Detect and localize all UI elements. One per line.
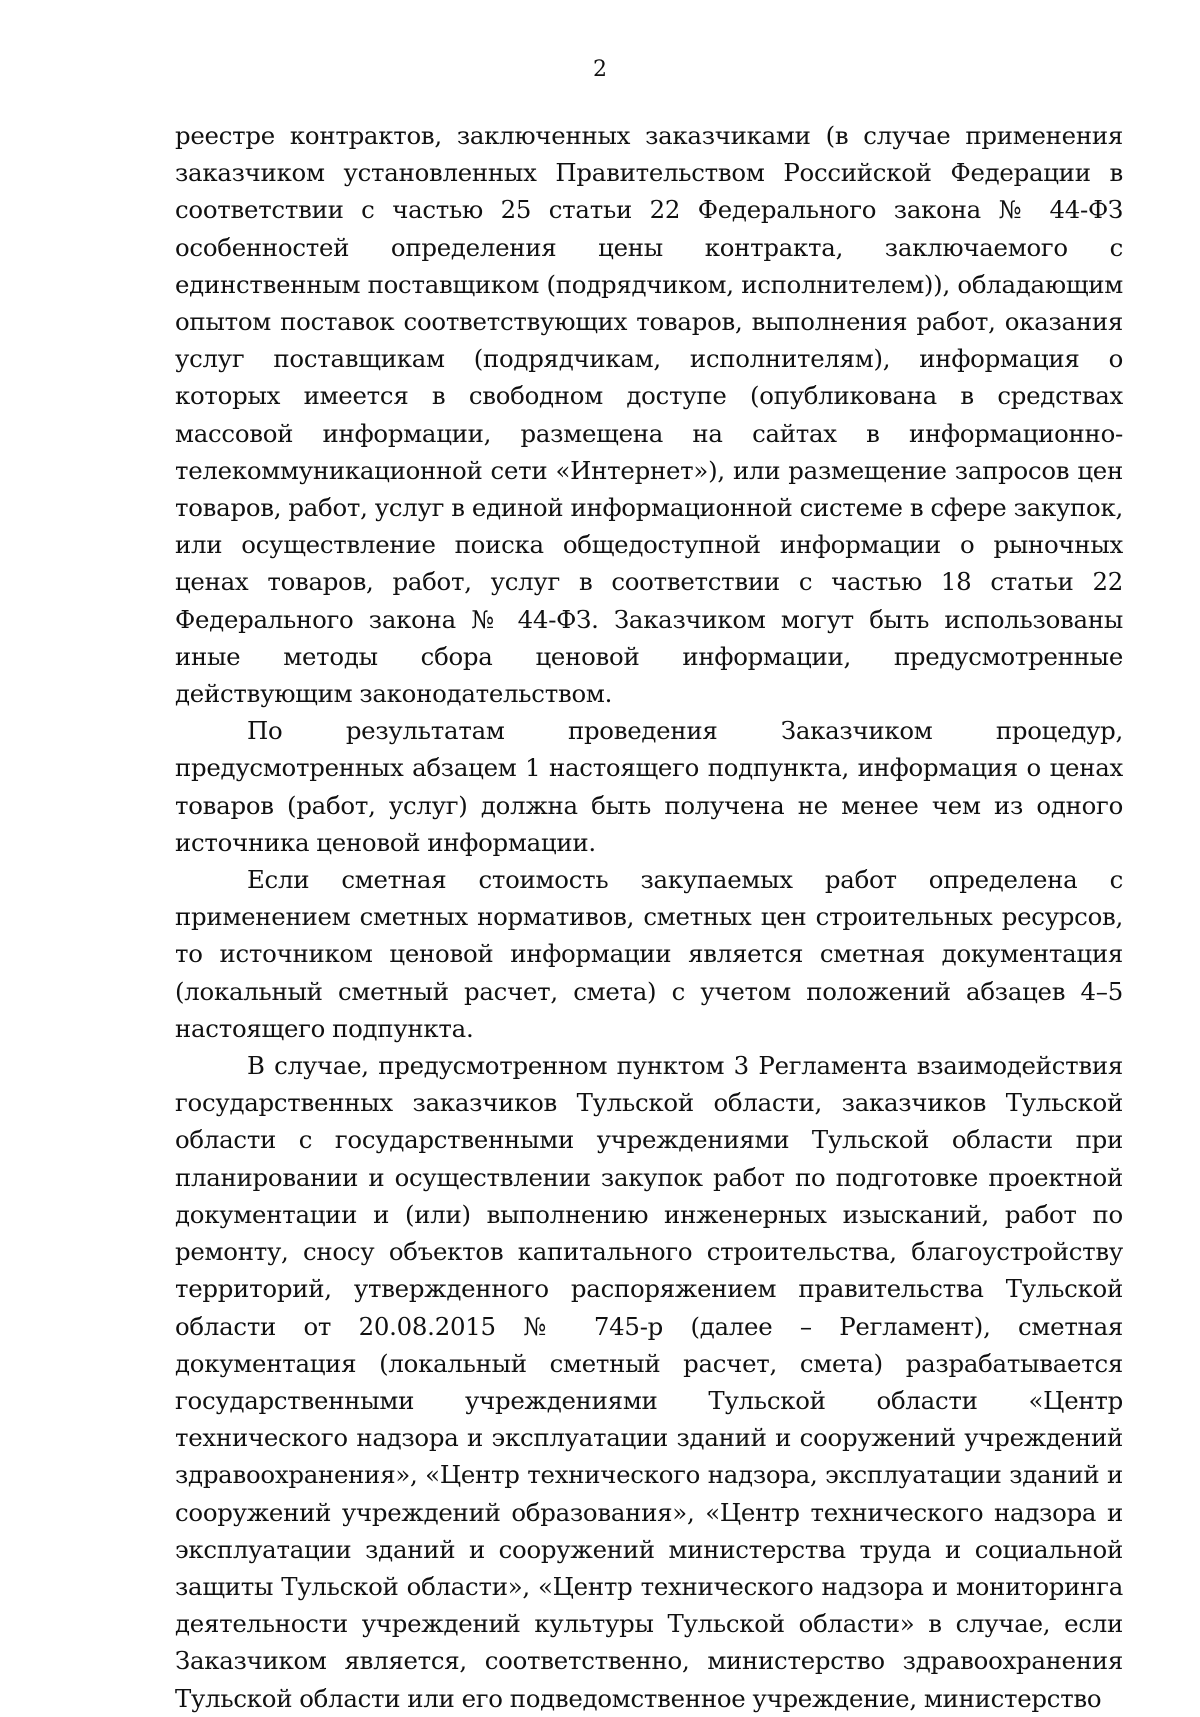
paragraph-continuation: реестре контрактов, заключенных заказчиками (в случае применения заказчиком установленных Правительством Российской Федерации в соответствии с частью 25 статьи 22 Федерального закона № 44-ФЗ особенностей определения цены контракта, заключаемого с единственным поставщиком (подрядчиком, исполнителем)), обладающим опытом поставок соответствующих товаров, выполнения работ, оказания услуг поставщикам (подрядчикам, исполнителям), информация о которых имеется в свободном доступе (опубликована в средствах массовой информации, размещена на сайтах в информационно-телекоммуникационной сети «Интернет»), или размещение запросов цен товаров, работ, услуг в единой информационной системе в сфере закупок, или осуществление поиска общедоступной информации о рыночных ценах товаров, работ, услуг в соответствии с частью 18 статьи 22 Федерального закона № 44-ФЗ. Заказчиком могут быть использованы иные методы сбора ценовой информации, предусмотренные действующим законодательством. [175,121,1123,709]
paragraph-regulation-case: В случае, предусмотренном пунктом 3 Регламента взаимодействия государственных заказчиков Тульской области, заказчиков Тульской области с государственными учреждениями Тульской области при планировании и осуществлении закупок работ по подготовке проектной документации и (или) выполнению инженерных изысканий, работ по ремонту, сносу объектов капитального строительства, благоустройству территорий, утвержденного распоряжением правительства Тульской области от 20.08.2015 № 745-р (далее – Регламент), сметная документация (локальный сметный расчет, смета) разрабатывается государственными учреждениями Тульской области «Центр технического надзора и эксплуатации зданий и сооружений учреждений здравоохранения», «Центр технического надзора, эксплуатации зданий и сооружений учреждений образования», «Центр технического надзора и эксплуатации зданий и сооружений министерства труда и социальной защиты Тульской области», «Центр технического надзора и мониторинга деятельности учреждений культуры Тульской области» в случае, если Заказчиком является, соответственно, министерство здравоохранения Тульской области или его подведомственное учреждение, министерство [175,1051,1123,1713]
page-number: 2 [593,57,607,82]
document-body [175,117,1123,1717]
paragraph-estimate-cost: Если сметная стоимость закупаемых работ определена с применением сметных нормативов, сметных цен строительных ресурсов, то источником ценовой информации является сметная документация (локальный сметный расчет, смета) с учетом положений абзацев 4–5 настоящего подпункта. [175,865,1123,1043]
paragraph-procedure-results: По результатам проведения Заказчиком процедур, предусмотренных абзацем 1 настоящего подпункта, информация о ценах товаров (работ, услуг) должна быть получена не менее чем из одного источника ценовой информации. [175,716,1123,857]
